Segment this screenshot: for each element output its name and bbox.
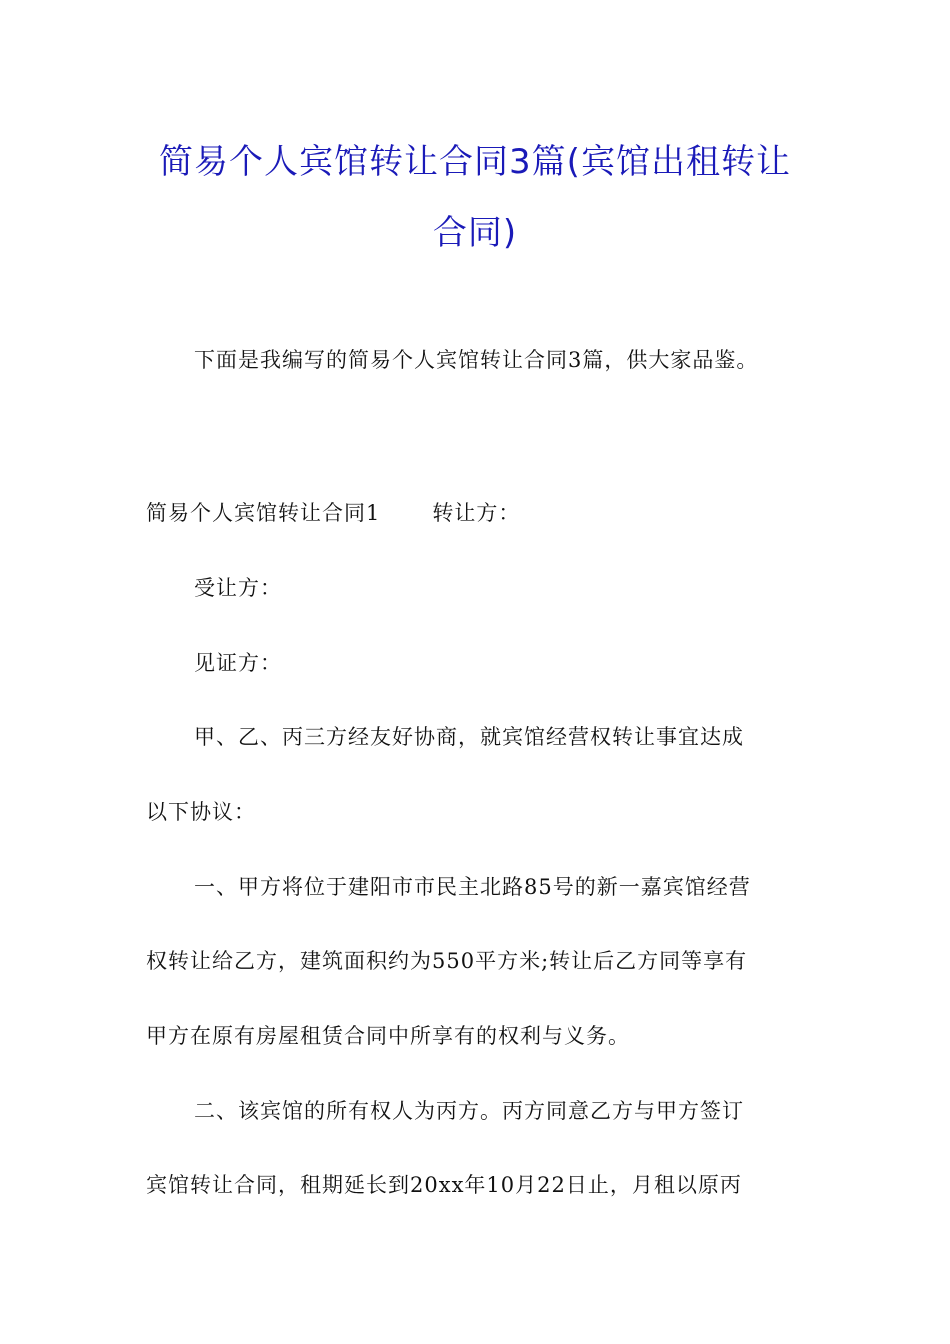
clause-one-line-2: 权转让给乙方，建筑面积约为550平方米;转让后乙方同等享有 — [146, 949, 748, 973]
document-title-line-1: 简易个人宾馆转让合同3篇(宾馆出租转让 — [159, 142, 791, 182]
transferor-label: 转让方： — [432, 501, 521, 525]
document-title-line-2: 合同) — [432, 213, 518, 253]
agreement-paragraph-line-2: 以下协议： — [146, 800, 256, 824]
transferee-label: 受让方： — [194, 576, 282, 600]
agreement-paragraph-line-1: 甲、乙、丙三方经友好协商，就宾馆经营权转让事宜达成 — [194, 725, 744, 749]
clause-two-line-1: 二、该宾馆的所有权人为丙方。丙方同意乙方与甲方签订 — [194, 1099, 744, 1123]
intro-paragraph: 下面是我编写的简易个人宾馆转让合同3篇，供大家品鉴。 — [194, 348, 759, 372]
clause-one-line-1: 一、甲方将位于建阳市市民主北路85号的新一嘉宾馆经营 — [194, 875, 751, 899]
section-1-heading: 简易个人宾馆转让合同1 — [146, 501, 381, 525]
section-1-heading-line — [146, 497, 520, 527]
witness-label: 见证方： — [194, 651, 282, 675]
clause-two-line-2: 宾馆转让合同，租期延长到20xx年10月22日止，月租以原丙 — [146, 1173, 742, 1197]
clause-one-line-3: 甲方在原有房屋租赁合同中所享有的权利与义务。 — [146, 1024, 630, 1048]
